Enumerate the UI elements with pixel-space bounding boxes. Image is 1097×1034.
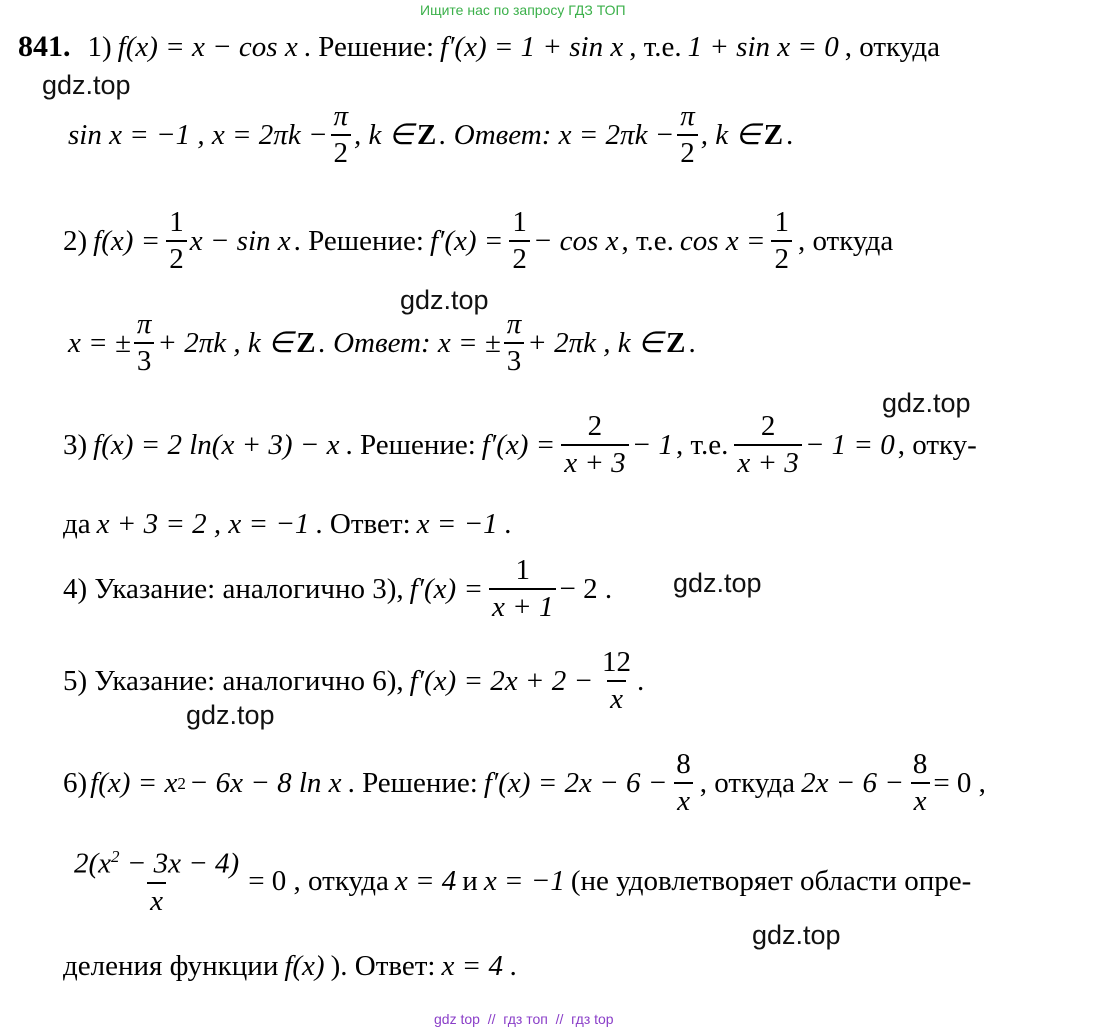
fraction	[504, 310, 525, 376]
fraction	[771, 208, 792, 274]
text: sin x = −1 , x = 2πk −	[68, 118, 328, 151]
footer-links[interactable]: gdz top // гдз топ // гдз top	[434, 1011, 614, 1027]
text: .	[786, 118, 794, 151]
fraction	[599, 648, 634, 714]
text: , откуда	[699, 766, 796, 799]
numerator: 1	[169, 206, 184, 238]
item-2-line-2	[68, 310, 696, 376]
function-definition: f(x) = x − cos x	[117, 30, 298, 63]
denominator: 2	[331, 134, 352, 168]
watermark: gdz.top	[673, 568, 762, 598]
answer: x = −1 .	[416, 508, 513, 540]
fraction	[910, 750, 931, 816]
numerator: 1	[512, 206, 527, 238]
numerator: 2	[587, 410, 603, 442]
fraction	[509, 208, 530, 274]
text: − 1	[631, 428, 673, 461]
text: .	[688, 326, 696, 359]
denominator: x	[674, 782, 693, 816]
equation: 1 + sin x = 0	[687, 30, 839, 63]
watermark: gdz.top	[882, 388, 971, 418]
fraction	[677, 102, 698, 168]
root: x = 4	[394, 865, 457, 898]
hint-text: 4) Указание: аналогично 3),	[63, 572, 404, 605]
equation: 2x − 6 −	[801, 766, 904, 799]
integers-symbol: Z	[763, 118, 784, 151]
item-label: 3)	[63, 428, 88, 461]
text: , т.е.	[629, 30, 682, 63]
watermark: gdz.top	[752, 920, 841, 950]
text: − 6x − 8 ln x	[188, 766, 342, 799]
problem-number: 841.	[18, 30, 71, 63]
exponent: 2	[177, 773, 186, 793]
function-definition: f(x) = x	[90, 766, 178, 799]
denominator: 3	[134, 342, 155, 376]
denominator: 2	[771, 240, 792, 274]
derivative: f′(x) = 1 + sin x	[440, 30, 624, 63]
exponent: 2	[111, 847, 120, 866]
text: 2(x	[74, 847, 112, 880]
derivative: f′(x) = 2x − 6 −	[483, 766, 668, 799]
numerator: 1	[515, 554, 530, 586]
text: , k ∈	[700, 118, 761, 151]
text: , откуда	[844, 30, 940, 63]
promo-header: Ищите нас по запросу ГДЗ ТОП	[420, 2, 626, 18]
text: = 0 , откуда	[248, 865, 389, 898]
item-label: 1)	[87, 30, 112, 63]
numerator: 8	[676, 748, 691, 780]
fraction	[134, 310, 155, 376]
item-3-line-1	[60, 412, 980, 478]
text: − 3x − 4)	[119, 847, 240, 880]
fraction	[489, 556, 556, 622]
integers-symbol: Z	[666, 326, 686, 359]
equation: − 1 = 0	[804, 428, 895, 461]
item-2-line-1	[60, 208, 896, 274]
fraction	[561, 412, 628, 478]
numerator: π	[333, 100, 349, 132]
denominator: 2	[166, 240, 187, 274]
text: (не удовлетворяет области опре-	[570, 865, 972, 898]
denominator: x + 3	[734, 444, 801, 478]
text: деления функции	[63, 950, 279, 982]
denominator: x	[147, 882, 166, 916]
denominator: x + 1	[489, 588, 556, 622]
answer: . Ответ: x = ±	[318, 326, 501, 359]
watermark: gdz.top	[42, 70, 131, 100]
equation: x + 3 = 2 , x = −1	[96, 508, 310, 540]
integers-symbol: Z	[296, 326, 316, 359]
denominator: 2	[509, 240, 530, 274]
numerator: 8	[912, 748, 928, 780]
function-definition: f(x) = 2 ln(x + 3) − x	[93, 428, 340, 461]
function-ref: f(x)	[284, 950, 325, 982]
text: , k ∈	[354, 118, 414, 151]
item-label: 2)	[63, 224, 88, 257]
numerator: π	[680, 100, 695, 132]
fraction	[71, 848, 242, 916]
text: , т.е.	[675, 428, 729, 461]
fraction	[673, 750, 694, 816]
fraction	[734, 412, 801, 478]
derivative: f′(x) =	[429, 224, 504, 257]
text: .	[637, 664, 645, 697]
derivative: f′(x) =	[409, 572, 484, 605]
numerator: 1	[774, 206, 789, 238]
denominator: 3	[504, 342, 525, 376]
text: + 2πk , k ∈	[157, 326, 294, 359]
item-3-line-2	[60, 510, 515, 539]
integers-symbol: Z	[416, 118, 437, 151]
answer-word: . Ответ:	[315, 508, 411, 540]
function-definition: f(x) =	[93, 224, 161, 257]
numerator: 12	[602, 646, 632, 678]
item-4-line	[60, 556, 612, 622]
item-1-line-2	[68, 102, 793, 168]
text: + 2πk , k ∈	[527, 326, 664, 359]
item-6-line-1	[60, 750, 986, 816]
fraction	[331, 102, 352, 168]
watermark: gdz.top	[400, 285, 489, 315]
fraction	[166, 208, 187, 274]
text: , отку-	[897, 428, 977, 461]
hint-text: 5) Указание: аналогично 6),	[63, 664, 404, 697]
numerator: π	[506, 308, 522, 340]
numerator: π	[136, 308, 152, 340]
denominator: x	[911, 782, 930, 816]
text: , откуда	[797, 224, 894, 257]
denominator: x	[607, 680, 626, 714]
text: x = ±	[68, 326, 131, 359]
text: x − sin x	[189, 224, 291, 257]
numerator: 2	[760, 410, 776, 442]
solution-word: . Решение:	[347, 766, 478, 799]
item-5-line	[60, 648, 644, 714]
watermark: gdz.top	[186, 700, 275, 730]
numerator	[71, 848, 242, 882]
solution-word: . Решение:	[293, 224, 424, 257]
text: − cos x	[532, 224, 619, 257]
derivative: f′(x) =	[481, 428, 556, 461]
text: = 0 ,	[933, 766, 986, 799]
solution-word: . Решение:	[345, 428, 476, 461]
text: − 2 .	[559, 572, 613, 605]
text: да	[63, 508, 91, 540]
equation: cos x =	[679, 224, 766, 257]
answer-word: ). Ответ:	[330, 950, 436, 982]
text: , т.е.	[621, 224, 674, 257]
derivative: f′(x) = 2x + 2 −	[409, 664, 594, 697]
root: x = −1	[483, 865, 565, 898]
text: и	[462, 865, 478, 898]
answer: . Ответ: x = 2πk −	[439, 118, 675, 151]
solution-word: . Решение:	[303, 30, 435, 63]
item-1-line-1	[18, 32, 943, 62]
item-6-line-2	[68, 848, 974, 916]
answer: x = 4 .	[441, 950, 518, 982]
item-6-line-3	[60, 952, 520, 981]
item-label: 6)	[63, 766, 88, 799]
denominator: x + 3	[561, 444, 628, 478]
denominator: 2	[677, 134, 698, 168]
